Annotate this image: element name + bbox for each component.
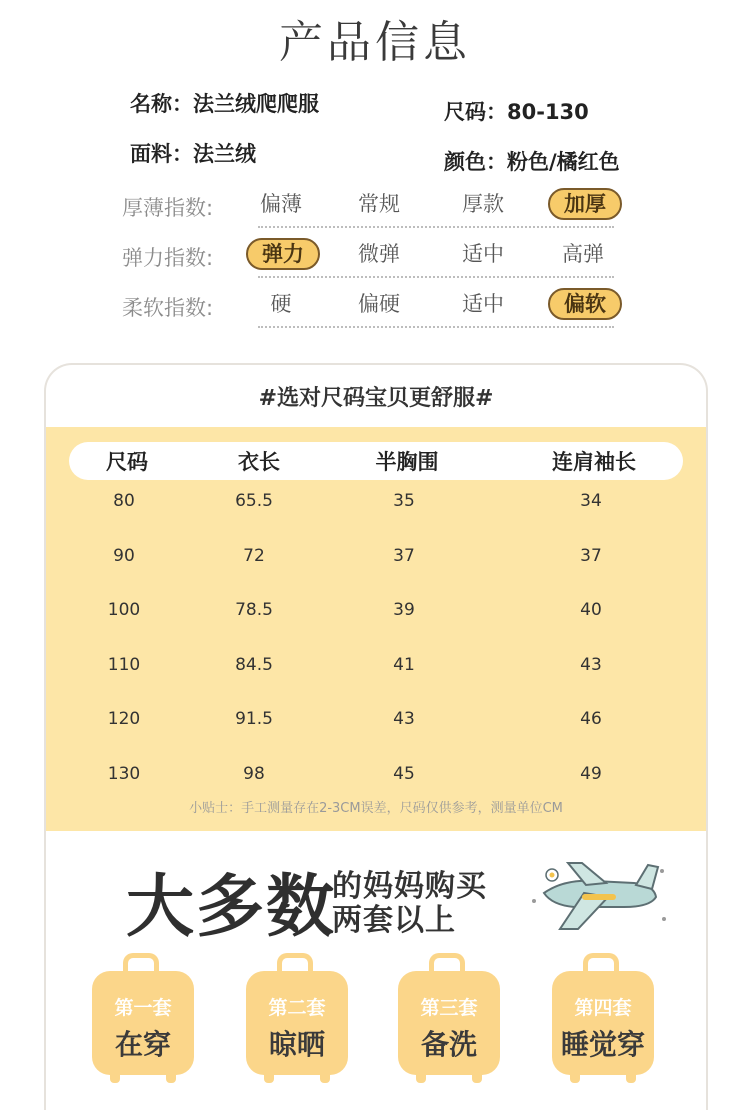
promo-line-2: 两套以上 (332, 903, 456, 938)
index-divider (258, 326, 614, 328)
promo-line-1: 的妈妈购买 (332, 869, 487, 904)
table-cell: 78.5 (235, 600, 273, 621)
table-cell: 84.5 (235, 654, 273, 675)
table-cell: 100 (107, 600, 141, 621)
size-table (46, 427, 706, 831)
table-cell: 35 (393, 491, 415, 511)
header-chest: 半胸围 (375, 450, 439, 474)
suitcase-wheel-icon (264, 1071, 274, 1083)
card-set-label: 第二套 (268, 997, 326, 1019)
fabric-row (130, 138, 256, 168)
table-cell: 40 (580, 600, 602, 621)
card-usage-label: 在穿 (114, 1028, 171, 1061)
card-usage-label: 晾晒 (268, 1028, 325, 1061)
table-cell: 65.5 (235, 491, 273, 511)
suitcase-wheel-icon (416, 1071, 426, 1083)
fabric-value: 法兰绒 (193, 142, 256, 166)
color-value: 粉色/橘红色 (507, 150, 620, 174)
page-title: 产品信息 (279, 17, 471, 68)
suitcase-card (246, 953, 348, 1083)
index-option: 适中 (462, 242, 504, 266)
index-option: 硬 (270, 292, 292, 316)
table-cell: 41 (393, 654, 415, 675)
index-option: 偏硬 (358, 292, 400, 316)
index-option: 常规 (358, 192, 400, 216)
index-option-selected: 加厚 (548, 188, 622, 220)
header-length: 衣长 (238, 450, 280, 474)
color-label: 颜色： (444, 150, 507, 174)
index-option: 微弹 (358, 242, 400, 266)
size-chart-panel (44, 363, 708, 1110)
table-cell: 45 (393, 764, 415, 784)
index-option: 适中 (462, 292, 504, 316)
card-usage-label: 备洗 (420, 1028, 477, 1061)
header-sleeve: 连肩袖长 (552, 450, 636, 474)
table-cell: 72 (243, 545, 265, 566)
index-row (0, 186, 750, 230)
suitcase-wheel-icon (626, 1071, 636, 1083)
index-label: 厚薄指数: (122, 196, 214, 220)
table-cell: 34 (580, 491, 602, 511)
suitcase-card (398, 953, 500, 1083)
measure-tip: 小贴士：手工测量存在2-3CM误差，尺码仅供参考，测量单位CM (189, 801, 563, 816)
promo-big-text: 大多数 (126, 868, 337, 947)
table-cell: 37 (580, 545, 602, 566)
index-option: 厚款 (462, 192, 504, 216)
size-row (444, 96, 589, 126)
fabric-label: 面料： (130, 142, 193, 166)
name-row (130, 88, 319, 118)
table-cell: 90 (113, 545, 135, 566)
card-set-label: 第四套 (574, 997, 632, 1019)
suitcase-wheel-icon (320, 1071, 330, 1083)
index-label: 柔软指数: (122, 296, 214, 320)
index-option-selected: 弹力 (246, 238, 320, 270)
suitcase-wheel-icon (166, 1071, 176, 1083)
size-label: 尺码： (444, 100, 507, 124)
table-cell: 39 (393, 600, 415, 621)
index-option-selected: 偏软 (548, 288, 622, 320)
table-cell: 91.5 (235, 709, 273, 730)
suitcase-wheel-icon (472, 1071, 482, 1083)
table-cell: 37 (393, 545, 415, 566)
suitcase-card (552, 953, 654, 1083)
size-value: 80-130 (507, 100, 589, 124)
index-row (0, 236, 750, 280)
index-option: 高弹 (562, 242, 604, 266)
suitcase-card (92, 953, 194, 1083)
index-row (0, 286, 750, 330)
table-cell: 49 (580, 764, 602, 784)
suitcase-wheel-icon (570, 1071, 580, 1083)
card-set-label: 第一套 (114, 997, 172, 1019)
table-cell: 43 (580, 654, 602, 675)
header-size: 尺码 (106, 450, 148, 474)
table-cell: 130 (107, 764, 141, 784)
color-row (444, 146, 620, 176)
table-cell: 110 (107, 654, 141, 675)
table-cell: 80 (113, 491, 135, 511)
card-set-label: 第三套 (420, 997, 478, 1019)
table-header (69, 442, 683, 480)
table-cell: 120 (107, 709, 141, 730)
name-value: 法兰绒爬爬服 (193, 92, 319, 116)
name-label: 名称： (130, 92, 193, 116)
suitcase-wheel-icon (110, 1071, 120, 1083)
index-label: 弹力指数: (122, 246, 214, 270)
index-divider (258, 226, 614, 228)
table-cell: 46 (580, 709, 602, 730)
card-usage-label: 睡觉穿 (560, 1028, 645, 1061)
airplane-icon (524, 849, 674, 939)
table-cell: 43 (393, 709, 415, 730)
table-cell: 98 (243, 764, 265, 784)
index-option: 偏薄 (260, 192, 302, 216)
size-banner: #选对尺码宝贝更舒服# (258, 386, 494, 411)
index-divider (258, 276, 614, 278)
